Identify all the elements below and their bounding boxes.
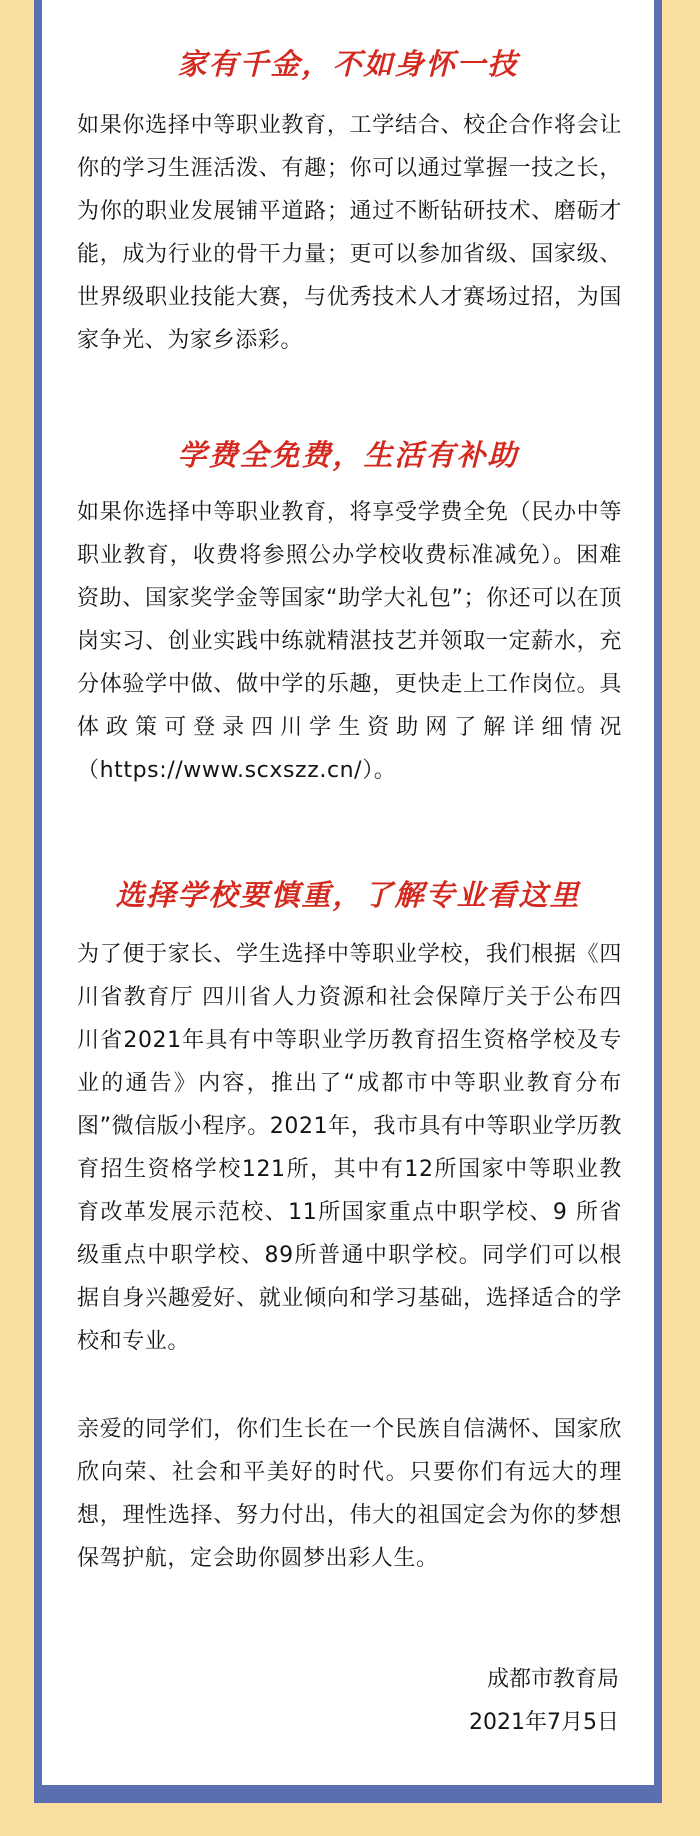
section-body-tuition: 如果你选择中等职业教育，将享受学费全免（民办中等职业教育，收费将参照公办学校收费标准减免）。困难资助、国家奖学金等国家“助学大礼包”；你还可以在顶岗实习、创业实践中练就精湛技艺并领取一定薪水，充分体验学中做、做中学的乐趣，更快走上工作岗位。具体政策可登录四川学生资助网了解详细情况（https://www.scxszz.cn/）。 — [77, 500, 622, 783]
closing-message: 亲爱的同学们，你们生长在一个民族自信满怀、国家欣欣向荣、社会和平美好的时代。只要你们有远大的理想，理性选择、努力付出，伟大的祖国定会为你的梦想保驾护航，定会助你圆梦出彩人生。 — [77, 1417, 622, 1571]
content-panel — [42, 0, 654, 1785]
section-heading-school-choice: 选择学校要慎重，了解专业看这里 — [115, 878, 581, 912]
section-body-school-choice: 为了便于家长、学生选择中等职业学校，我们根据《四川省教育厅 四川省人力资源和社会保障厅关于公布四川省2021年具有中等职业学历教育招生资格学校及专业的通告》内容，推出了“成都市中等职业教育分布图”微信版小程序。2021年，我市具有中等职业学历教育招生资格学校121所，其中有12所国家中等职业教育改革发展示范校、11所国家重点中职学校、9 所省级重点中职学校、89所普通中职学校。同学们可以根据自身兴趣爱好、就业倾向和学习基础，选择适合的学校和专业。 — [77, 942, 622, 1354]
section-body-skill: 如果你选择中等职业教育，工学结合、校企合作将会让你的学习生涯活泼、有趣；你可以通过掌握一技之长，为你的职业发展铺平道路；通过不断钻研技术、磨砺才能，成为行业的骨干力量；更可以参加省级、国家级、世界级职业技能大赛，与优秀技术人才赛场过招，为国家争光、为家乡添彩。 — [77, 113, 622, 353]
section-heading-skill: 家有千金，不如身怀一技 — [177, 47, 519, 81]
signature-organization: 成都市教育局 — [486, 1667, 619, 1692]
signature-date: 2021年7月5日 — [469, 1710, 619, 1735]
section-heading-tuition: 学费全免费，生活有补助 — [177, 438, 519, 472]
